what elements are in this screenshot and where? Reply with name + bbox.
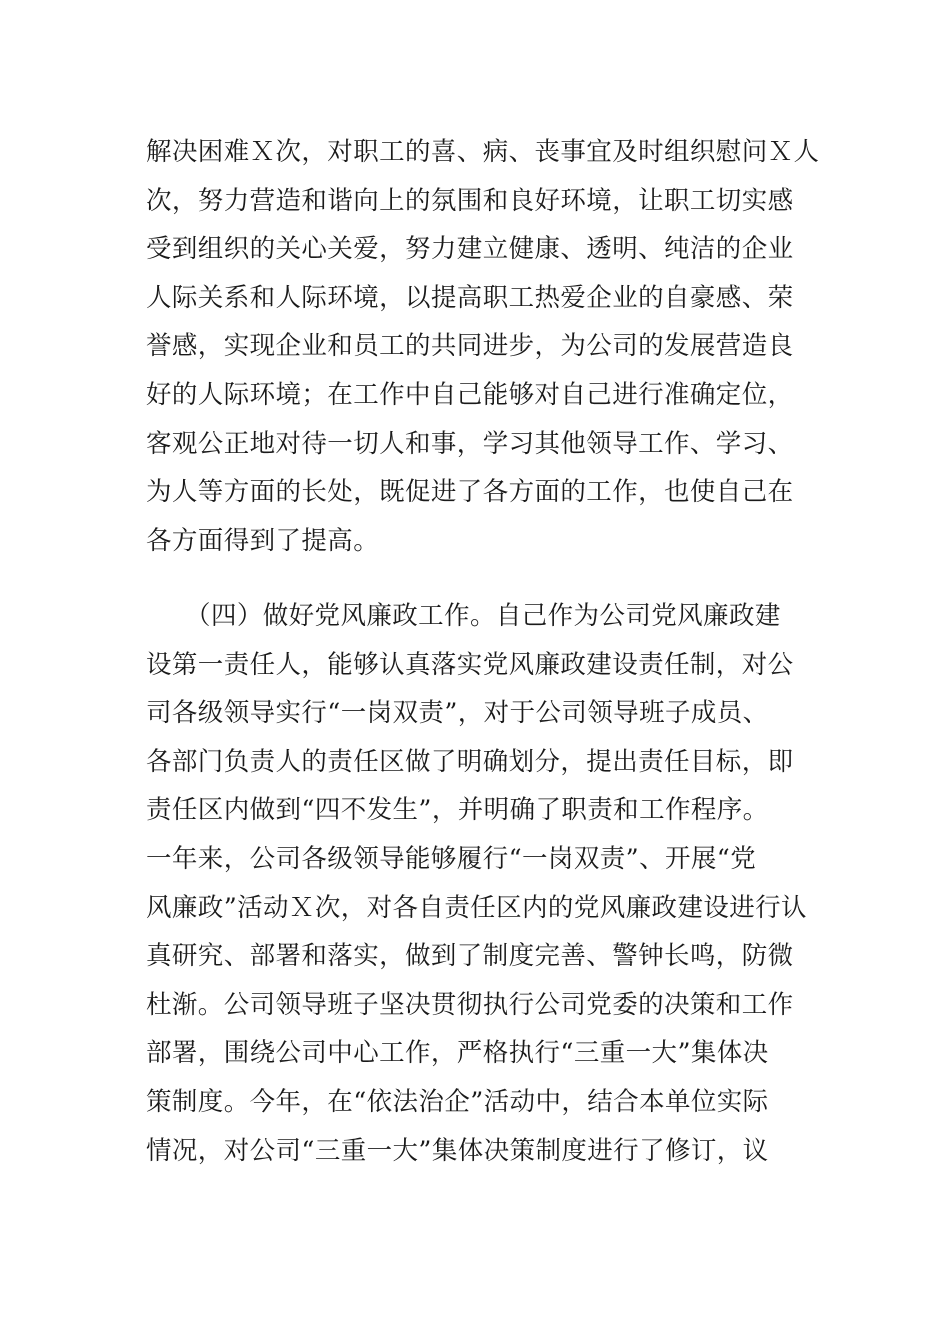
text-line: （四）做好党风廉政工作。自己作为公司党风廉政建 (146, 601, 781, 631)
text-line: 一年来，公司各级领导能够履行“一岗双责”、开展“党 (146, 843, 757, 874)
text-line: 情况，对公司“三重一大”集体决策制度进行了修订，议 (146, 1135, 769, 1166)
text-line: 各方面得到了提高。 (146, 525, 380, 556)
text-line: 设第一责任人，能够认真落实党风廉政建设责任制，对公 (146, 649, 794, 680)
text-line: 部署，围绕公司中心工作，严格执行“三重一大”集体决 (146, 1038, 769, 1069)
text-line: 为人等方面的长处，既促进了各方面的工作，也使自己在 (146, 477, 794, 508)
text-line: 策制度。今年，在“依法治企”活动中，结合本单位实际 (146, 1086, 769, 1117)
text-line: 次，努力营造和谐向上的氛围和良好环境，让职工切实感 (146, 185, 794, 216)
text-line: 司各级领导实行“一岗双责”，对于公司领导班子成员、 (146, 698, 769, 729)
text-line: 责任区内做到“四不发生”，并明确了职责和工作程序。 (146, 795, 769, 826)
text-line: 客观公正地对待一切人和事，学习其他领导工作、学习、 (146, 428, 794, 459)
paragraph-2 (146, 592, 826, 1175)
paragraph-1 (146, 128, 826, 565)
text-line: 解决困难Ｘ次，对职工的喜、病、丧事宜及时组织慰问Ｘ人 (146, 137, 820, 167)
text-line: 人际关系和人际环境，以提高职工热爱企业的自豪感、荣 (146, 282, 794, 313)
text-line: 好的人际环境；在工作中自己能够对自己进行准确定位， (146, 379, 794, 410)
text-line: 受到组织的关心关爱，努力建立健康、透明、纯洁的企业 (146, 234, 794, 265)
text-line: 各部门负责人的责任区做了明确划分，提出责任目标，即 (146, 746, 794, 777)
text-line: 真研究、部署和落实，做到了制度完善、警钟长鸣，防微 (146, 941, 794, 972)
text-line: 杜渐。公司领导班子坚决贯彻执行公司党委的决策和工作 (146, 989, 794, 1020)
text-line: 风廉政”活动Ｘ次，对各自责任区内的党风廉政建设进行认 (146, 892, 807, 923)
text-line: 誉感，实现企业和员工的共同进步，为公司的发展营造良 (146, 331, 794, 362)
